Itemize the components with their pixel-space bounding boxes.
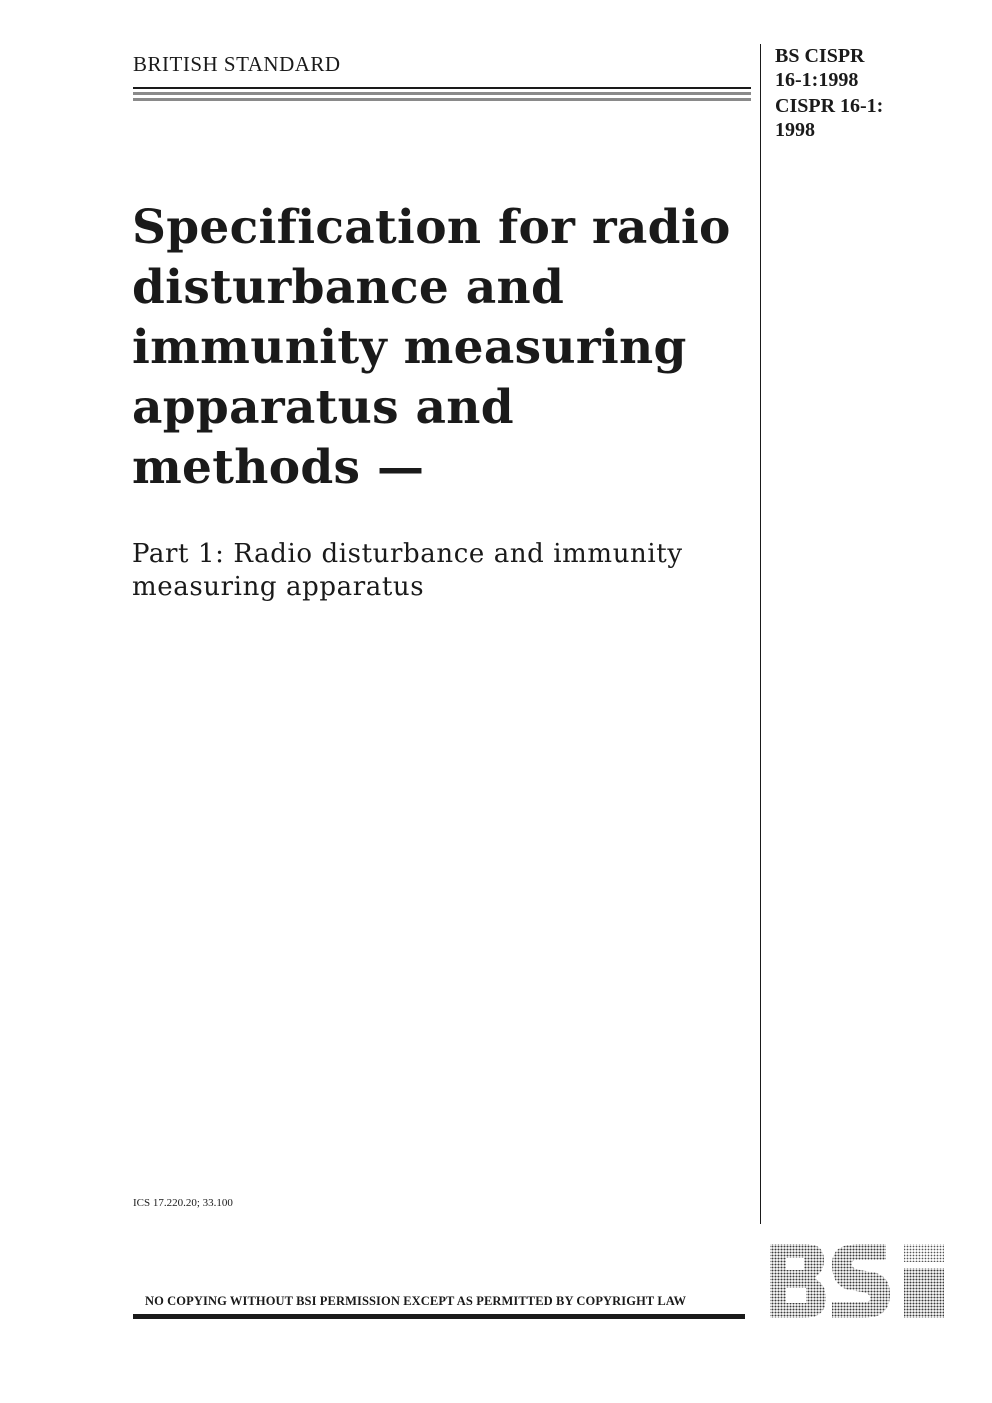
header-rule-grey: [133, 98, 751, 101]
header-rule-grey: [133, 92, 751, 95]
series-label: BRITISH STANDARD: [133, 52, 341, 76]
document-part-title: Part 1: Radio disturbance and immunity measuring apparatus: [132, 539, 683, 602]
standard-identifier-bs: BS CISPR 16-1:1998: [775, 45, 865, 91]
bsi-logo: [768, 1242, 946, 1320]
document-title: Specification for radio disturbance and immunity measuring apparatus and methods —: [132, 200, 731, 495]
standard-identifiers: [775, 44, 965, 144]
vertical-divider: [760, 44, 761, 1224]
copyright-notice: NO COPYING WITHOUT BSI PERMISSION EXCEPT AS PERMITTED BY COPYRIGHT LAW: [145, 1294, 687, 1308]
standard-identifier-cispr: CISPR 16-1: 1998: [775, 95, 884, 141]
footer-rule: [133, 1314, 745, 1319]
ics-code: ICS 17.220.20; 33.100: [133, 1197, 233, 1209]
header-rule: [133, 87, 751, 89]
